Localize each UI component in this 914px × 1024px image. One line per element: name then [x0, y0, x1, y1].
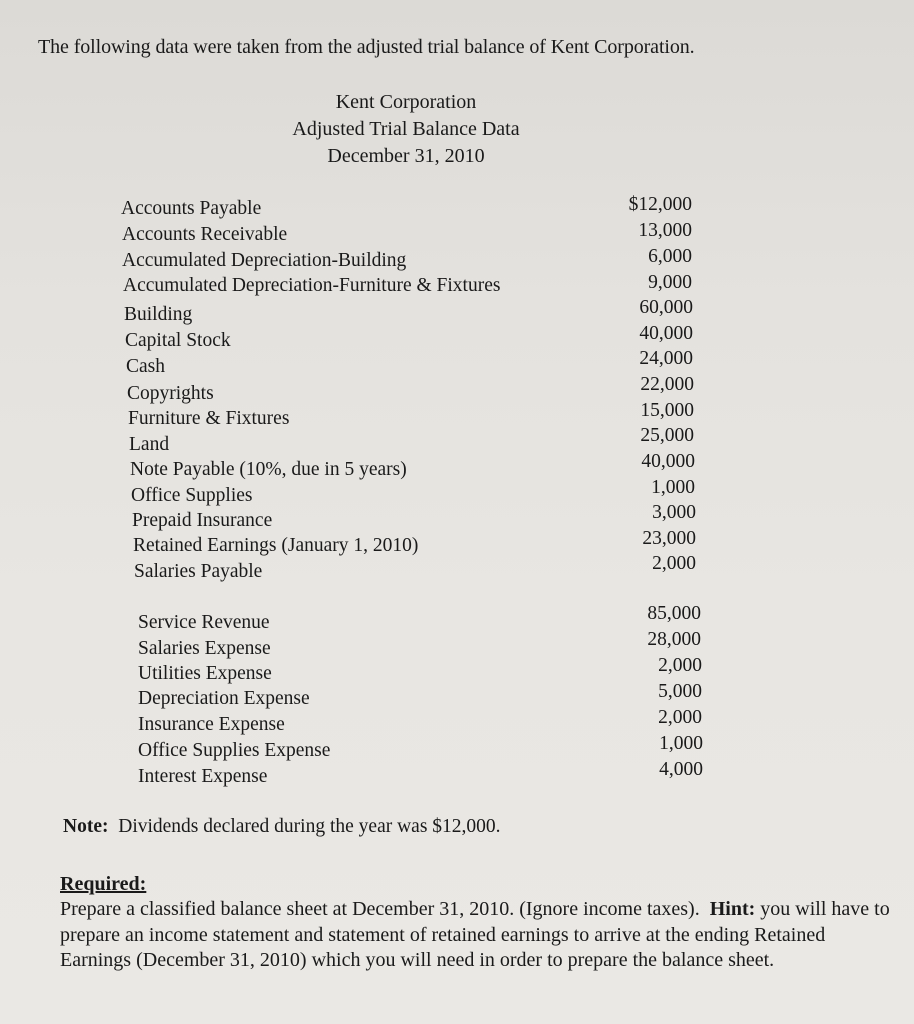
account-name: Retained Earnings (January 1, 2010)	[133, 535, 419, 556]
note-text: Dividends declared during the year was $12,000.	[118, 816, 501, 837]
required-heading: Required:	[60, 873, 147, 895]
account-name: Accumulated Depreciation-Building	[122, 250, 407, 271]
income-item-name: Salaries Expense	[138, 638, 271, 659]
income-item-amount: 1,000	[659, 733, 703, 754]
account-amount: 25,000	[640, 425, 694, 446]
statement-heading	[0, 89, 812, 170]
income-item-amount: 2,000	[658, 707, 702, 728]
account-name: Cash	[126, 356, 165, 377]
income-item-name: Office Supplies Expense	[138, 740, 331, 761]
account-name: Note Payable (10%, due in 5 years)	[130, 459, 407, 480]
account-name: Capital Stock	[125, 330, 231, 351]
income-item-name: Depreciation Expense	[138, 688, 310, 709]
account-amount: $12,000	[628, 194, 692, 215]
account-amount: 24,000	[639, 348, 693, 369]
required-text-1: Prepare a classified balance sheet at December 31, 2010. (Ignore income taxes).	[60, 898, 700, 920]
required-text-2: you will have to prepare an income statement and statement of retained earnings to arrive at the ending Retained Earnings (December 31, 2010) which you will need in order to prepare the balance sheet.	[60, 898, 890, 971]
hint-label: Hint:	[709, 898, 756, 920]
account-amount: 22,000	[640, 374, 694, 395]
intro-text: The following data were taken from the adjusted trial balance of Kent Corporation.	[38, 36, 695, 58]
account-amount: 40,000	[641, 451, 695, 472]
dividends-note	[63, 816, 501, 838]
account-amount: 2,000	[652, 553, 696, 574]
income-item-name: Interest Expense	[138, 766, 268, 787]
account-amount: 6,000	[648, 246, 692, 267]
account-amount: 15,000	[640, 400, 694, 421]
income-item-name: Utilities Expense	[138, 663, 272, 684]
account-amount: 3,000	[652, 502, 696, 523]
statement-date: December 31, 2010	[327, 145, 485, 167]
account-amount: 60,000	[639, 297, 693, 318]
account-name: Furniture & Fixtures	[128, 408, 290, 429]
income-item-amount: 4,000	[659, 759, 703, 780]
income-item-amount: 2,000	[658, 655, 702, 676]
company-name: Kent Corporation	[335, 91, 477, 113]
income-item-amount: 28,000	[647, 629, 701, 650]
statement-title: Adjusted Trial Balance Data	[292, 118, 520, 140]
income-item-name: Insurance Expense	[138, 714, 285, 735]
account-name: Accumulated Depreciation-Furniture & Fixtures	[123, 275, 501, 296]
account-name: Copyrights	[127, 383, 214, 404]
note-label: Note:	[63, 816, 109, 837]
account-amount: 13,000	[638, 220, 692, 241]
income-item-amount: 85,000	[647, 603, 701, 624]
account-amount: 23,000	[642, 528, 696, 549]
income-item-amount: 5,000	[658, 681, 702, 702]
account-name: Building	[124, 304, 193, 325]
account-name: Office Supplies	[131, 485, 253, 506]
account-name: Accounts Payable	[121, 198, 262, 219]
required-instructions	[60, 897, 890, 974]
account-amount: 9,000	[648, 272, 692, 293]
account-name: Land	[129, 434, 170, 455]
account-amount: 1,000	[651, 477, 695, 498]
account-name: Prepaid Insurance	[132, 510, 273, 531]
account-amount: 40,000	[639, 323, 693, 344]
account-name: Salaries Payable	[134, 561, 263, 582]
account-name: Accounts Receivable	[122, 224, 288, 245]
income-item-name: Service Revenue	[138, 612, 270, 633]
